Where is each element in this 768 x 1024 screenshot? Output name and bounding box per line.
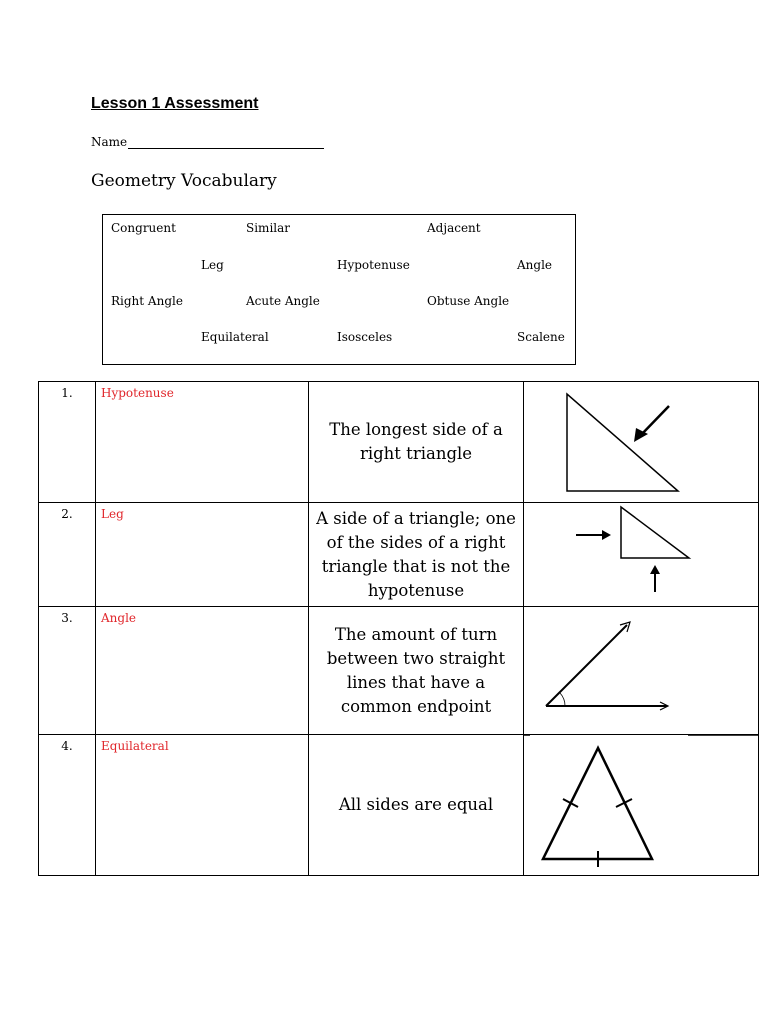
row-number: 4. (39, 735, 96, 876)
word-bank-item: Leg (201, 258, 224, 272)
page-title: Lesson 1 Assessment (91, 95, 259, 112)
definition-text: A side of a triangle; one of the sides of a right triangle that is not the hypotenuse (316, 508, 516, 600)
word-bank (102, 214, 576, 365)
word-bank-item: Equilateral (201, 330, 269, 344)
name-blank-line[interactable] (128, 134, 324, 149)
word-bank-item: Obtuse Angle (427, 294, 510, 308)
word-bank-item: Adjacent (427, 221, 481, 235)
answer-text[interactable]: Leg (96, 503, 309, 607)
word-bank-item: Right Angle (111, 294, 183, 308)
definition-text: The amount of turn between two straight lines that have a common endpoint (326, 624, 506, 716)
name-label: Name (91, 135, 128, 149)
definition-text: All sides are equal (338, 795, 494, 814)
angle-rays-icon (524, 607, 758, 734)
section-title: Geometry Vocabulary (91, 171, 277, 191)
definition-cell (309, 607, 524, 735)
table-row (39, 382, 759, 503)
picture-cell (524, 735, 759, 876)
word-bank-item: Hypotenuse (337, 258, 410, 272)
table-row (39, 503, 759, 607)
name-field (91, 134, 324, 149)
definition-cell (309, 382, 524, 503)
row-number: 3. (39, 607, 96, 735)
table-row (39, 607, 759, 735)
answer-text[interactable]: Angle (96, 607, 309, 735)
word-bank-item: Similar (246, 221, 291, 235)
row-number: 2. (39, 503, 96, 607)
right-triangle-leg-arrows-icon (524, 503, 758, 606)
vocabulary-table (38, 381, 759, 876)
table-row (39, 735, 759, 876)
right-triangle-hypotenuse-arrow-icon (524, 382, 758, 502)
word-bank-item: Acute Angle (246, 294, 320, 308)
definition-text: The longest side of a right triangle (329, 420, 503, 463)
equilateral-triangle-icon (524, 735, 758, 875)
answer-text[interactable]: Equilateral (96, 735, 309, 876)
answer-text[interactable]: Hypotenuse (96, 382, 309, 503)
word-bank-item: Scalene (517, 330, 565, 344)
picture-cell (524, 503, 759, 607)
word-bank-item: Angle (517, 258, 553, 272)
row-number: 1. (39, 382, 96, 503)
word-bank-item: Isosceles (337, 330, 393, 344)
definition-cell (309, 503, 524, 607)
picture-cell (524, 382, 759, 503)
word-bank-item: Congruent (111, 221, 176, 235)
picture-cell (524, 607, 759, 735)
definition-cell (309, 735, 524, 876)
